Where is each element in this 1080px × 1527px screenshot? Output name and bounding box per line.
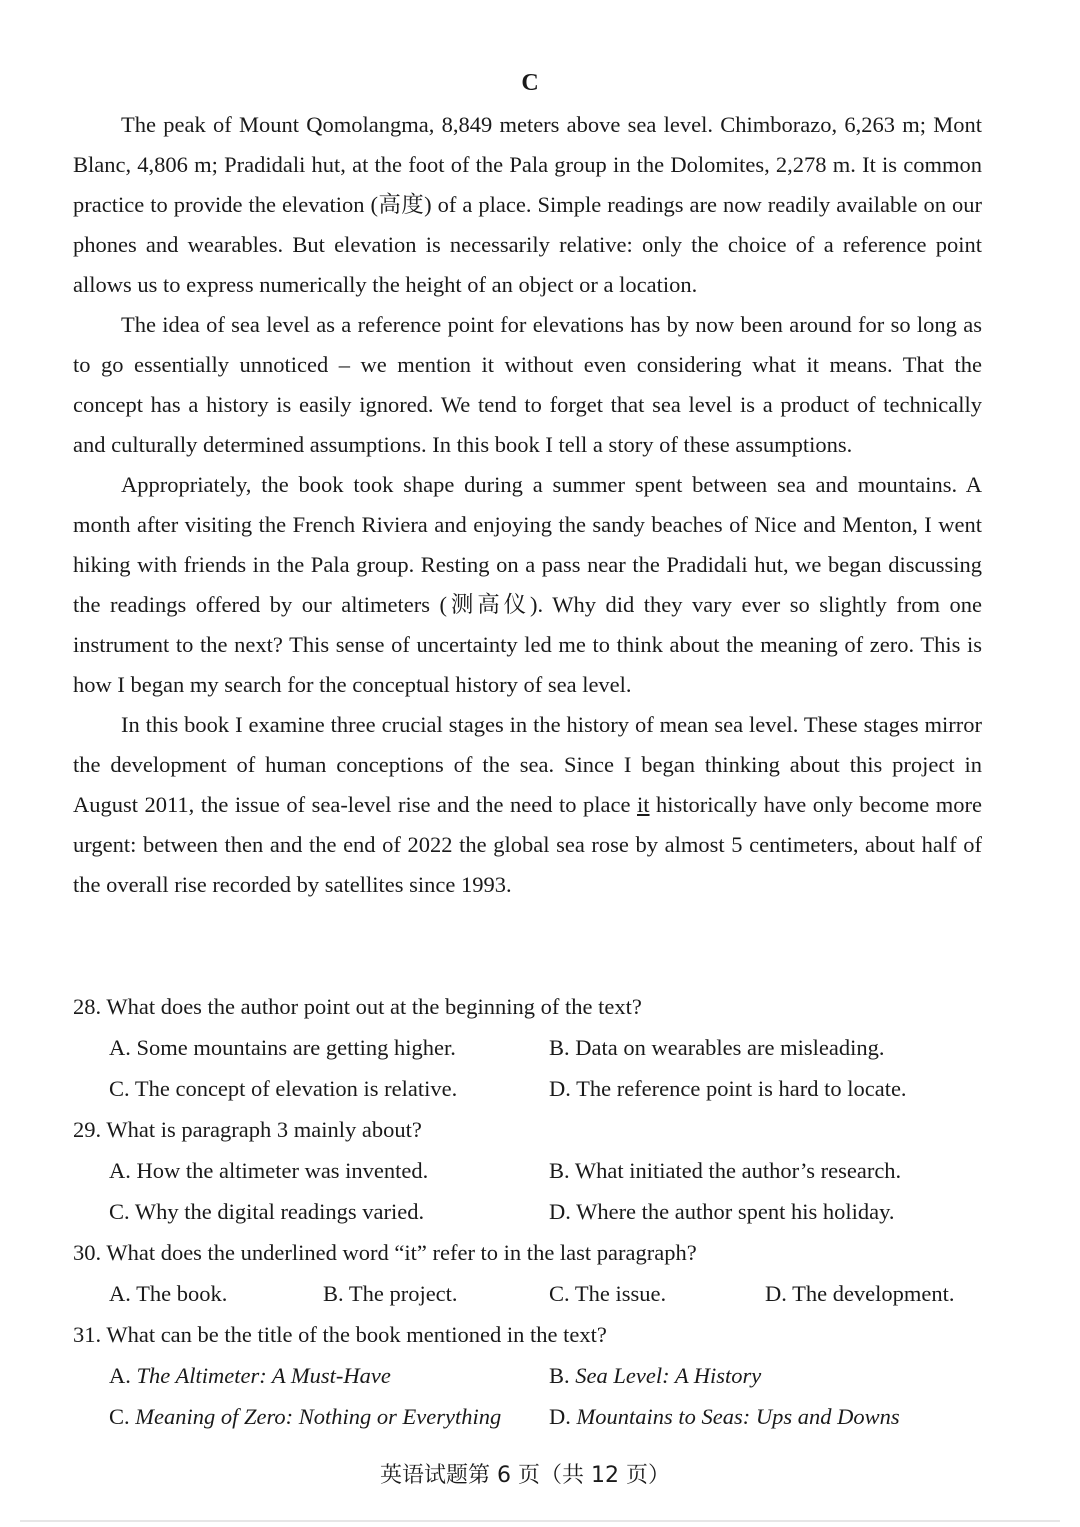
question-stem: 30. What does the underlined word “it” refer to in the last paragraph? (73, 1240, 697, 1265)
question-stem: 31. What can be the title of the book mentioned in the text? (73, 1322, 607, 1347)
reading-passage (73, 105, 982, 905)
option-letter: D. (549, 1404, 571, 1429)
underlined-word: it (637, 792, 650, 817)
option-c: C. The issue. (549, 1281, 667, 1306)
option-row (73, 1068, 988, 1109)
question-stem: 29. What is paragraph 3 mainly about? (73, 1117, 422, 1142)
option-row (73, 1027, 988, 1068)
option-title: The Altimeter: A Must-Have (136, 1363, 391, 1388)
option-title: Mountains to Seas: Ups and Downs (576, 1404, 900, 1429)
question-28 (73, 986, 988, 1109)
option-letter: B. (549, 1363, 570, 1388)
bottom-divider (20, 1520, 1060, 1522)
option-row (73, 1396, 988, 1437)
question-30 (73, 1232, 988, 1314)
option-letter: C. (109, 1404, 130, 1429)
paragraph-4-before: In this book I examine three crucial stages in the history of mean sea level. These stages mirror the development of human conceptions of the sea. Since I began thinking about this project in August 2011, the issue of sea-level rise and the need to place (73, 712, 982, 817)
option-row (73, 1191, 988, 1232)
option-d: D. The reference point is hard to locate. (549, 1076, 907, 1101)
option-d: D. Where the author spent his holiday. (549, 1199, 895, 1224)
option-a: A. Some mountains are getting higher. (109, 1035, 456, 1060)
option-c: C. The concept of elevation is relative. (109, 1076, 458, 1101)
question-list (73, 986, 988, 1437)
option-a: A. How the altimeter was invented. (109, 1158, 429, 1183)
option-c: C. Why the digital readings varied. (109, 1199, 425, 1224)
question-29 (73, 1109, 988, 1232)
paragraph-3: Appropriately, the book took shape during a summer spent between sea and mountains. A month after visiting the French Riviera and enjoying the sandy beaches of Nice and Menton, I went hiking with friends in the Pala group. Resting on a pass near the Pradidali hut, we began discussing the readings offered by our altimeters (测高仪). Why did they vary ever so slightly from one instrument to the next? This sense of uncertainty led me to think about the meaning of zero. This is how I began my search for the conceptual history of sea level. (73, 472, 982, 697)
paragraph-2: The idea of sea level as a reference point for elevations has by now been around for so long as to go essentially unnoticed – we mention it without even considering what it means. That the concept has a history is easily ignored. We tend to forget that sea level is a product of technically and culturally determined assumptions. In this book I tell a story of these assumptions. (73, 312, 982, 457)
option-letter: A. (109, 1363, 131, 1388)
section-heading: C (521, 70, 539, 96)
option-row (73, 1150, 988, 1191)
option-c (109, 1396, 501, 1437)
page-footer: 英语试题第 6 页（共 12 页） (380, 1463, 670, 1488)
paragraph-1: The peak of Mount Qomolangma, 8,849 meters above sea level. Chimborazo, 6,263 m; Mont Blanc, 4,806 m; Pradidali hut, at the foot of the Pala group in the Dolomites, 2,278 m. It is common practice to provide the elevation (高度) of a place. Simple readings are now readily available on our phones and wearables. But elevation is necessarily relative: only the choice of a reference point allows us to express numerically the height of an object or a location. (73, 112, 982, 297)
option-b: B. Data on wearables are misleading. (549, 1035, 885, 1060)
paragraph-4-after: historically have only become more urgent: between then and the end of 2022 the global sea rose by almost 5 centimeters, about half of the overall rise recorded by satellites since 1993. (73, 792, 982, 897)
option-row (73, 1355, 988, 1396)
option-d (549, 1396, 900, 1437)
option-a (109, 1355, 391, 1396)
option-b: B. What initiated the author’s research. (549, 1158, 902, 1183)
option-b (549, 1355, 761, 1396)
option-d: D. The development. (765, 1281, 955, 1306)
question-31 (73, 1314, 988, 1437)
option-row (73, 1273, 988, 1314)
option-b: B. The project. (323, 1281, 458, 1306)
option-title: Meaning of Zero: Nothing or Everything (135, 1404, 502, 1429)
question-stem: 28. What does the author point out at the beginning of the text? (73, 994, 642, 1019)
option-title: Sea Level: A History (575, 1363, 762, 1388)
option-a: A. The book. (109, 1281, 228, 1306)
paragraph-4 (73, 705, 982, 905)
